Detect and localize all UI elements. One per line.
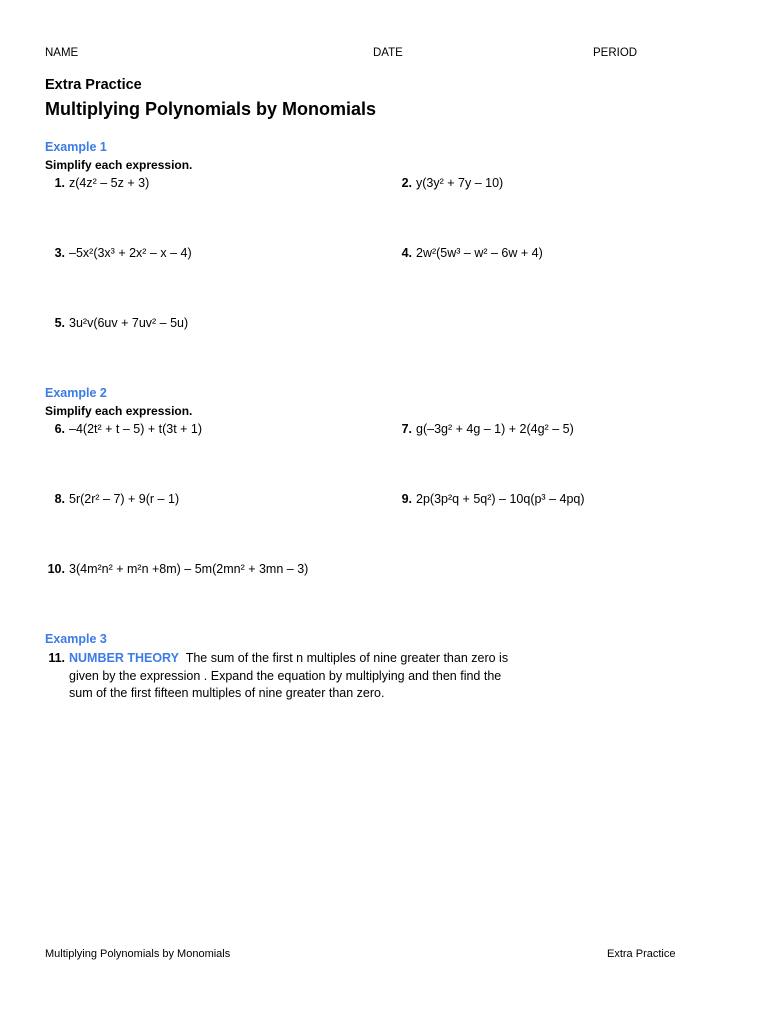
problem-number: 5. bbox=[54, 316, 65, 330]
problem-11 bbox=[45, 650, 525, 703]
problem-number: 7. bbox=[401, 422, 412, 436]
period-label: PERIOD bbox=[593, 47, 638, 59]
footer-left: Multiplying Polynomials by Monomials bbox=[45, 948, 231, 960]
problem-5 bbox=[45, 316, 188, 330]
problem-3 bbox=[45, 246, 192, 260]
problem-number: 8. bbox=[54, 492, 65, 506]
problem-number: 2. bbox=[401, 176, 412, 190]
problem-expression: –5x²(3x³ + 2x² – x – 4) bbox=[69, 246, 192, 260]
problem-number: 1. bbox=[54, 176, 65, 190]
problem-number: 4. bbox=[401, 246, 412, 260]
problem-11-body bbox=[69, 650, 517, 703]
problem-number: 6. bbox=[54, 422, 65, 436]
problem-expression: 2p(3p²q + 5q²) – 10q(p³ – 4pq) bbox=[416, 492, 585, 506]
problem-1 bbox=[45, 176, 149, 190]
example-1-label: Example 1 bbox=[45, 140, 107, 154]
problem-6 bbox=[45, 422, 202, 436]
example-2-instruction: Simplify each expression. bbox=[45, 404, 193, 418]
date-label: DATE bbox=[373, 47, 403, 59]
problem-7 bbox=[392, 422, 574, 436]
problem-4 bbox=[392, 246, 543, 260]
problem-expression: z(4z² – 5z + 3) bbox=[69, 176, 150, 190]
problem-expression: 3(4m²n² + m²n +8m) – 5m(2mn² + 3mn – 3) bbox=[69, 562, 309, 576]
example-1-instruction: Simplify each expression. bbox=[45, 158, 193, 172]
worksheet-title: Multiplying Polynomials by Monomials bbox=[45, 99, 377, 119]
problem-number: 11. bbox=[48, 651, 65, 665]
problem-expression: g(–3g² + 4g – 1) + 2(4g² – 5) bbox=[416, 422, 574, 436]
example-3-label: Example 3 bbox=[45, 632, 107, 646]
problem-number: 10. bbox=[47, 562, 65, 576]
example-2-label: Example 2 bbox=[45, 386, 107, 400]
problem-expression: y(3y² + 7y – 10) bbox=[416, 176, 504, 190]
worksheet-subtitle: Extra Practice bbox=[45, 77, 142, 93]
problem-2 bbox=[392, 176, 503, 190]
problem-expression: 5r(2r² – 7) + 9(r – 1) bbox=[69, 492, 180, 506]
problem-expression: –4(2t² + t – 5) + t(3t + 1) bbox=[69, 422, 203, 436]
problem-8 bbox=[45, 492, 179, 506]
footer-right: Extra Practice bbox=[607, 948, 676, 960]
problem-number: 3. bbox=[54, 246, 65, 260]
problem-10 bbox=[45, 562, 308, 576]
topic-label: NUMBER THEORY bbox=[69, 651, 179, 665]
problem-expression: 2w²(5w³ – w² – 6w + 4) bbox=[416, 246, 543, 260]
problem-number: 9. bbox=[401, 492, 412, 506]
problem-9 bbox=[392, 492, 585, 506]
name-label: NAME bbox=[45, 47, 79, 59]
problem-expression: 3u²v(6uv + 7uv² – 5u) bbox=[69, 316, 189, 330]
problem-11-text: The sum of the first n multiples of nine greater than zero is given by the expression . Expand the equation by multiplying and then find the sum of the first fifteen multiples of nine greater than zero. bbox=[69, 651, 509, 700]
